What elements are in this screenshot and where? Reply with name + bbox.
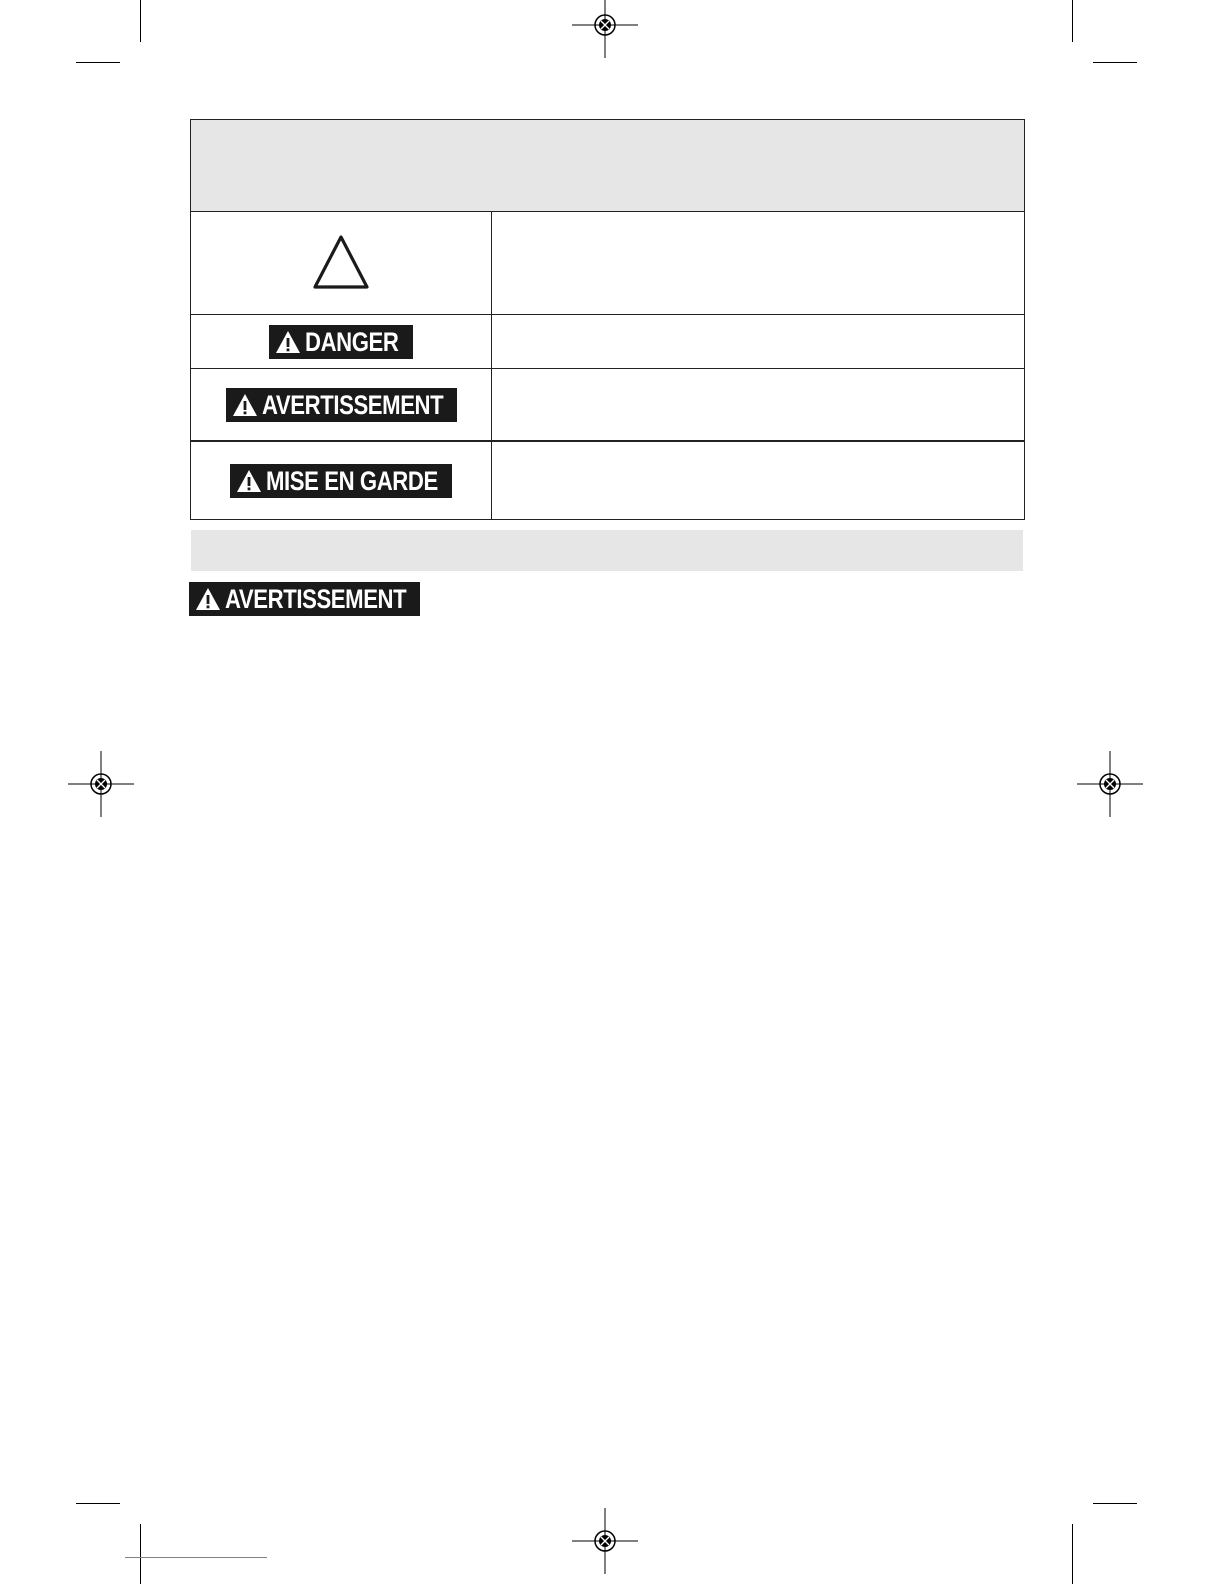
section-heading-band — [191, 530, 1023, 571]
table-header-band — [191, 120, 1024, 212]
registration-mark-top-icon — [572, 0, 638, 58]
signal-label: DANGER — [305, 326, 399, 357]
signal-label: AVERTISSEMENT — [225, 584, 407, 614]
registration-mark-right-icon — [1077, 751, 1143, 817]
crop-mark-top-right-horizontal — [1093, 62, 1137, 63]
table-cell-description — [492, 315, 1024, 368]
registration-mark-bottom-icon — [572, 1508, 638, 1574]
warning-triangle-icon — [275, 330, 301, 354]
table-cell-symbol — [191, 212, 492, 314]
table-row-danger — [191, 315, 1024, 369]
table-cell-signal — [191, 369, 492, 440]
table-cell-description — [492, 212, 1024, 314]
crop-mark-bottom-right-horizontal — [1093, 1503, 1137, 1504]
crop-mark-bottom-left-vertical — [140, 1524, 141, 1584]
footer-rule — [125, 1557, 267, 1558]
avertissement-signal-badge — [226, 388, 457, 422]
crop-mark-bottom-right-vertical — [1072, 1524, 1073, 1584]
table-row-safety-alert-symbol — [191, 212, 1024, 315]
section-avertissement-badge — [189, 582, 420, 616]
signal-label: MISE EN GARDE — [266, 466, 438, 496]
crop-mark-top-left-horizontal — [76, 62, 120, 63]
table-cell-signal — [191, 442, 492, 520]
table-cell-description — [492, 442, 1024, 520]
danger-signal-badge — [269, 325, 413, 359]
crop-mark-top-left-vertical — [140, 0, 141, 42]
warning-triangle-icon — [195, 587, 221, 611]
table-cell-signal — [191, 315, 492, 368]
signal-word-table — [190, 119, 1025, 520]
table-row-avertissement — [191, 369, 1024, 441]
mise-en-garde-signal-badge — [230, 464, 452, 498]
signal-label: AVERTISSEMENT — [261, 389, 443, 420]
warning-triangle-icon — [232, 393, 258, 417]
table-cell-description — [492, 369, 1024, 440]
warning-triangle-outline-icon — [310, 232, 372, 294]
registration-mark-left-icon — [68, 751, 134, 817]
crop-mark-top-right-vertical — [1072, 0, 1073, 42]
crop-mark-bottom-left-horizontal — [76, 1503, 120, 1504]
warning-triangle-icon — [236, 469, 262, 493]
table-row-mise-en-garde — [191, 441, 1024, 520]
